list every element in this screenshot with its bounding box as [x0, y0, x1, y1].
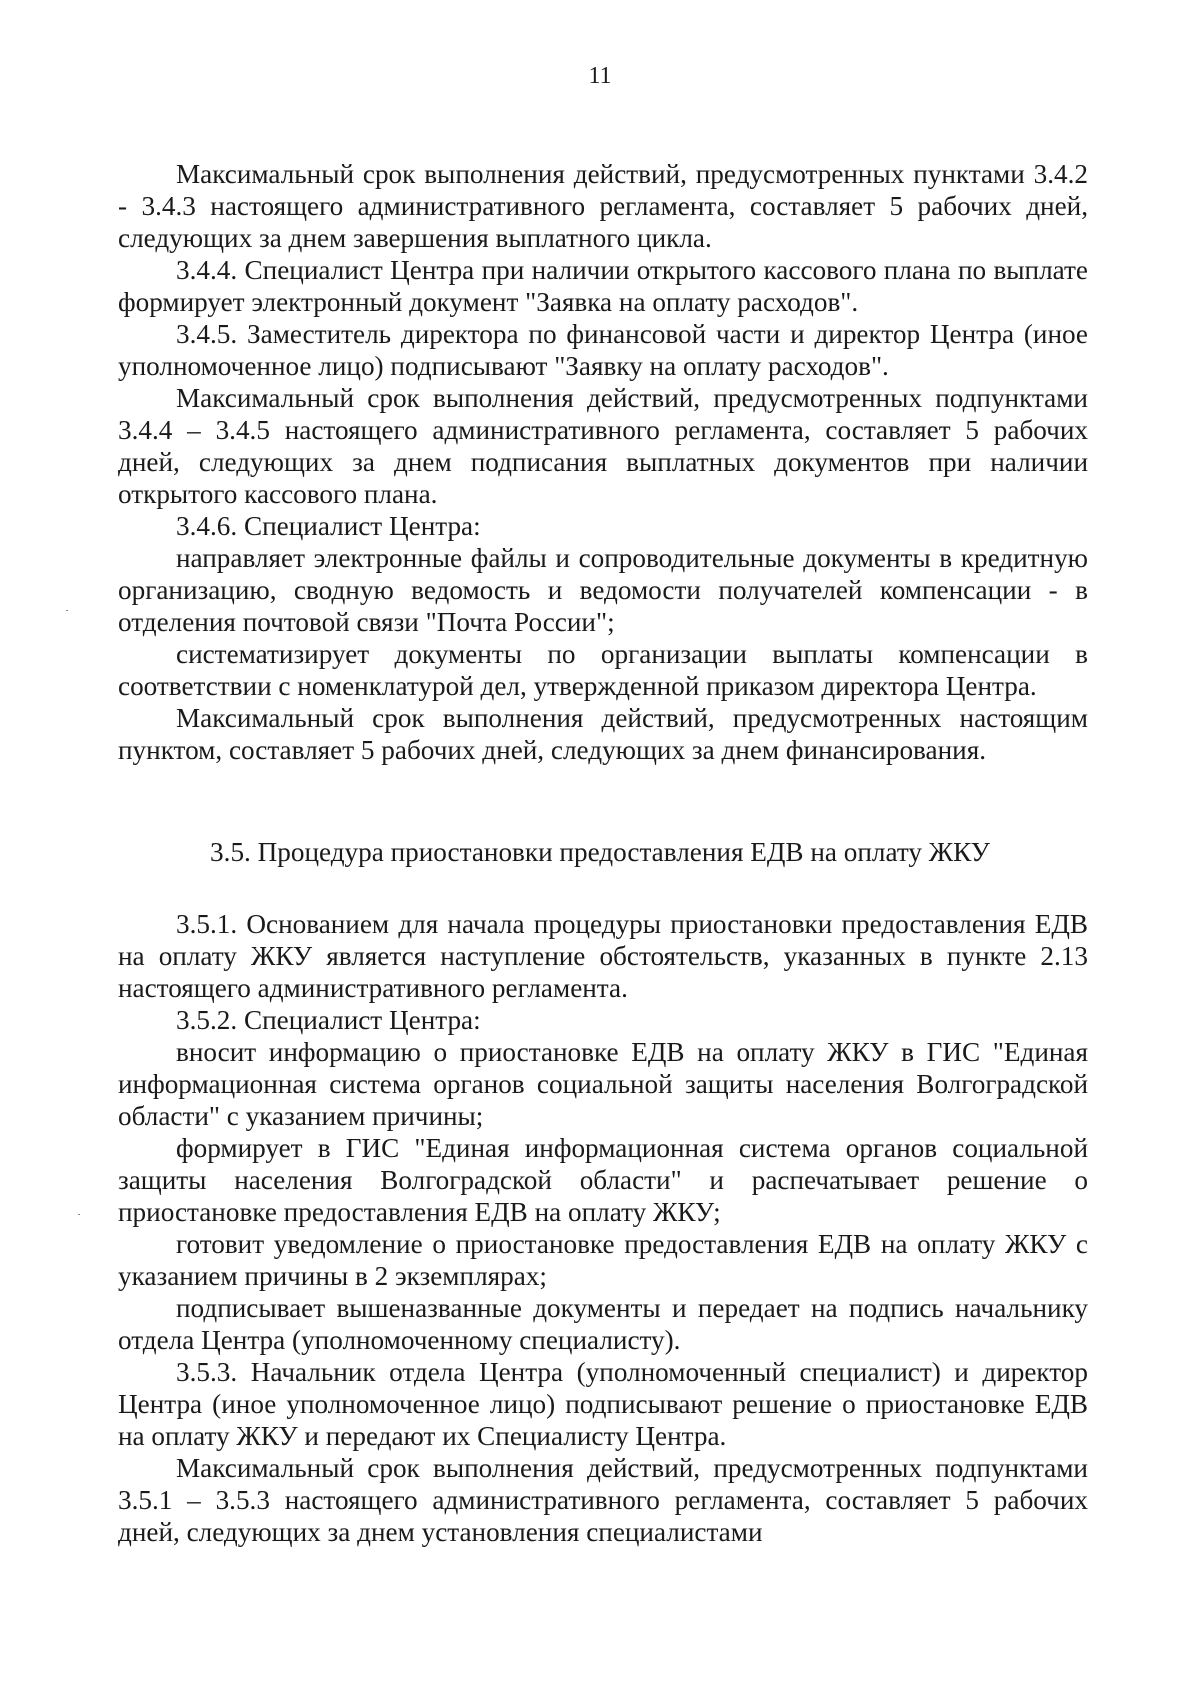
- paragraph-sends-files: направляет электронные файлы и сопроводительные документы в кредитную организацию, сводную ведомость и ведомости получателей компенсации - в отделения почтовой связи "Почта России";: [118, 543, 1088, 637]
- paragraph-max-term-3-4-6: Максимальный срок выполнения действий, предусмотренных настоящим пунктом, составляет 5 рабочих дней, следующих за днем финансирования.: [118, 703, 1088, 765]
- paragraph-max-term-3-4-2: Максимальный срок выполнения действий, предусмотренных пунктами 3.4.2 - 3.4.3 настоящего административного регламента, составляет 5 рабочих дней, следующих за днем завершения выплатного цикла.: [118, 159, 1088, 253]
- paragraph-enters-info: вносит информацию о приостановке ЕДВ на оплату ЖКУ в ГИС "Единая информационная система органов социальной защиты населения Волгоградской области" с указанием причины;: [118, 1037, 1088, 1131]
- paragraph-3-4-4: 3.4.4. Специалист Центра при наличии открытого кассового плана по выплате формирует электронный документ "Заявка на оплату расходов".: [118, 255, 1088, 317]
- paragraph-prepares-notice: готовит уведомление о приостановке предоставления ЕДВ на оплату ЖКУ с указанием причины в 2 экземплярах;: [118, 1229, 1088, 1291]
- text-block-section-3-4: [118, 158, 1088, 766]
- text-block-section-3-5: [118, 908, 1088, 1548]
- paragraph-3-5-1: 3.5.1. Основанием для начала процедуры приостановки предоставления ЕДВ на оплату ЖКУ является наступление обстоятельств, указанных в пункте 2.13 настоящего административного регламента.: [118, 909, 1088, 1003]
- paragraph-3-5-3: 3.5.3. Начальник отдела Центра (уполномоченный специалист) и директор Центра (иное уполномоченное лицо) подписывают решение о приостановке ЕДВ на оплату ЖКУ и передают их Специалисту Центра.: [118, 1357, 1088, 1451]
- paragraph-signs-documents: подписывает вышеназванные документы и передает на подпись начальнику отдела Центра (уполномоченному специалисту).: [118, 1293, 1088, 1355]
- scan-speck: [66, 610, 68, 611]
- scan-speck: [78, 1214, 80, 1215]
- paragraph-forms-decision: формирует в ГИС "Единая информационная система органов социальной защиты населения Волгоградской области" и распечатывает решение о приостановке предоставления ЕДВ на оплату ЖКУ;: [118, 1133, 1088, 1227]
- paragraph-systematizes: систематизирует документы по организации выплаты компенсации в соответствии с номенклатурой дел, утвержденной приказом директора Центра.: [118, 639, 1088, 701]
- paragraph-3-5-2: 3.5.2. Специалист Центра:: [176, 1005, 481, 1035]
- paragraph-3-4-6: 3.4.6. Специалист Центра:: [176, 511, 481, 541]
- paragraph-3-4-5: 3.4.5. Заместитель директора по финансовой части и директор Центра (иное уполномоченное лицо) подписывают "Заявку на оплату расходов".: [118, 319, 1088, 381]
- page-number: 11: [588, 63, 612, 89]
- paragraph-max-term-3-4-4: Максимальный срок выполнения действий, предусмотренных подпунктами 3.4.4 – 3.4.5 настоящего административного регламента, составляет 5 рабочих дней, следующих за днем подписания выплатных документов при наличии открытого кассового плана.: [118, 383, 1088, 509]
- section-heading-3-5: 3.5. Процедура приостановки предоставления ЕДВ на оплату ЖКУ: [210, 837, 990, 867]
- paragraph-max-term-3-5: Максимальный срок выполнения действий, предусмотренных подпунктами 3.5.1 – 3.5.3 настоящего административного регламента, составляет 5 рабочих дней, следующих за днем установления специалистами: [118, 1453, 1088, 1547]
